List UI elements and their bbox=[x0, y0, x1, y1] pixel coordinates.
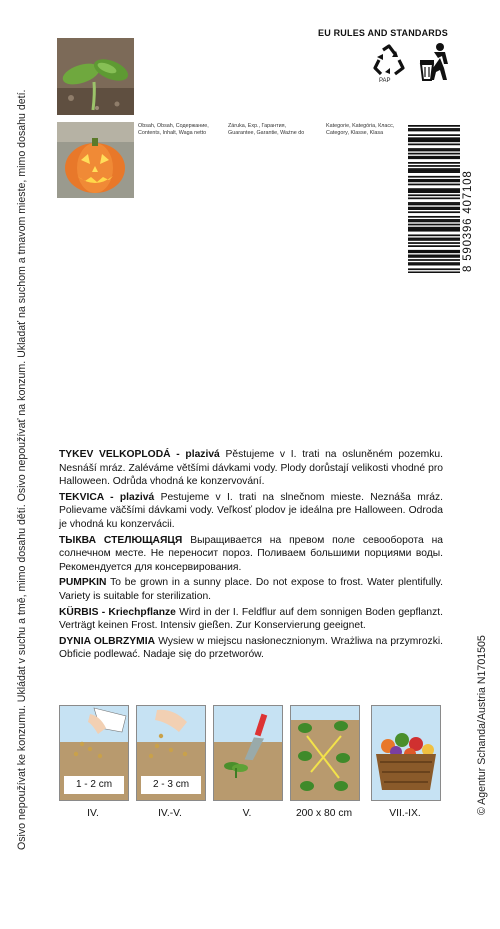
barcode-bar bbox=[408, 148, 460, 150]
barcode-bar bbox=[408, 194, 460, 196]
barcode-bar bbox=[408, 202, 460, 204]
guarantee-label: Záruka, Exp., Гарантия, Guarantee, Garantie, Ważne do bbox=[228, 123, 305, 136]
step-4-spacing: 200 x 80 cm bbox=[295, 808, 353, 819]
barcode-bar bbox=[408, 134, 460, 136]
barcode-bar bbox=[408, 251, 460, 253]
pumpkin-photo bbox=[57, 122, 134, 198]
barcode-bar bbox=[408, 230, 460, 232]
barcode-bar bbox=[408, 208, 460, 210]
barcode-bar bbox=[408, 190, 460, 192]
step-harvest bbox=[371, 705, 441, 801]
recycle-code: PAP bbox=[379, 78, 391, 84]
step-1-month: IV. bbox=[87, 808, 99, 819]
barcode-bar bbox=[408, 125, 460, 127]
step-planting bbox=[213, 705, 283, 801]
barcode-bar bbox=[408, 171, 460, 173]
barcode-bar bbox=[408, 181, 460, 183]
desc-paragraph-cz: TYKEV VELKOPLODÁ - plazivá Pěstujeme v I. trati na osluněném pozemku. Nesnáší mráz. Zaléváme většími dávkami vody. Plody dorůstají velikosti vhodné pro Halloween. Odrůda vhodná ke konzervování. bbox=[59, 449, 443, 488]
desc-paragraph-de: KÜRBIS - Kriechpflanze Wird in der I. Feldflur auf dem sonnigen Boden gepflanzt. Verträgt keinen Frost. Intensiv gießen. Zur Konservierung geeignet. bbox=[59, 606, 443, 632]
barcode-bar bbox=[408, 150, 460, 152]
step-5-month: VII.-IX. bbox=[389, 808, 421, 819]
eu-rules-title: EU RULES AND STANDARDS bbox=[318, 28, 448, 38]
barcode-bar bbox=[408, 227, 460, 229]
barcode-bar bbox=[408, 184, 460, 186]
barcode-bar bbox=[408, 262, 460, 264]
step-sowing-depth-1 bbox=[59, 705, 129, 801]
barcode-bar bbox=[408, 211, 460, 213]
desc-paragraph-ru: ТЫКВА СТЕЛЮЩАЯЦЯ Выращивается на превом поле севооборота на солнечном месте. Не переносит пороз. Поливаем большими порциями воды. Рекомендуется для консервирования. bbox=[59, 534, 443, 573]
barcode-bar bbox=[408, 256, 460, 258]
copyright-text: © Agentur Schanda/Austria N1701505 bbox=[476, 635, 488, 815]
barcode-bar bbox=[408, 130, 460, 132]
barcode-bar bbox=[408, 156, 460, 158]
barcode-bar bbox=[408, 228, 460, 230]
barcode-bar bbox=[408, 255, 460, 257]
barcode-bar bbox=[408, 264, 460, 266]
desc-paragraph-sk: TEKVICA - plazivá Pestujeme v I. trati na slnečnom mieste. Neznáša mráz. Polievame väčšími dávkami vody. Veľkosť plodov je ideálna pre Halloween. Odroda je vhodná ku konzervácii. bbox=[59, 491, 443, 530]
contents-label: Obsah, Obsah, Содержание, Contents, Inhalt, Waga netto bbox=[138, 123, 209, 136]
desc-paragraph-en: PUMPKIN To be grown in a sunny place. Do not expose to frost. Water plentifully. Variety is suitable for sterilization. bbox=[59, 577, 444, 602]
barcode-bar bbox=[408, 221, 460, 223]
barcode-bar bbox=[408, 168, 460, 170]
barcode-bar bbox=[408, 197, 460, 199]
barcode-bar bbox=[408, 216, 460, 218]
barcode-bar bbox=[408, 268, 460, 270]
barcode bbox=[408, 125, 460, 273]
barcode-bar bbox=[408, 165, 460, 167]
category-label: Kategorie, Kategória, Класс, Category, Klasse, Klasa bbox=[326, 123, 395, 136]
seedling-photo bbox=[57, 38, 134, 115]
barcode-bar bbox=[408, 137, 460, 139]
barcode-bar bbox=[408, 239, 460, 241]
barcode-bar bbox=[408, 144, 460, 146]
barcode-bar bbox=[408, 259, 460, 261]
step-sowing-depth-2 bbox=[136, 705, 206, 801]
sowing-depth-label: 1 - 2 cm bbox=[64, 776, 124, 794]
step-2-month: IV.-V. bbox=[158, 808, 182, 819]
barcode-bar bbox=[408, 207, 460, 209]
barcode-bar bbox=[408, 139, 460, 141]
step-spacing bbox=[290, 705, 360, 801]
barcode-bar bbox=[408, 242, 460, 244]
desc-paragraph-pl: DYNIA OLBRZYMIA Wysiew w miejscu nasłonecznionym. Wrażliwa na przymrozki. Obficie podlewać. Nadaje się do przetworów. bbox=[59, 635, 443, 661]
sowing-depth-label: 2 - 3 cm bbox=[141, 776, 201, 794]
waste-bin-icon bbox=[418, 42, 452, 84]
barcode-bar bbox=[408, 153, 460, 155]
barcode-bar bbox=[408, 170, 460, 172]
description-block bbox=[59, 448, 443, 664]
barcode-bar bbox=[408, 250, 460, 252]
barcode-bar bbox=[408, 245, 460, 247]
barcode-bar bbox=[408, 128, 460, 130]
barcode-bar bbox=[408, 271, 460, 273]
barcode-bar bbox=[408, 179, 460, 181]
barcode-bar bbox=[408, 188, 460, 190]
barcode-number: 8 590396 407108 bbox=[462, 170, 474, 272]
barcode-bar bbox=[408, 219, 460, 221]
step-3-month: V. bbox=[242, 808, 252, 819]
barcode-bar bbox=[408, 176, 460, 178]
storage-warning-text: Osivo nepoužívat ke konzumu. Ukládat v suchu a tmě, mimo dosahu dětí. Osivo nepoužívať na konzum. Ukladať na suchom a tmavom mieste, mimo dosahu detí. bbox=[16, 89, 28, 850]
barcode-bar bbox=[408, 224, 460, 226]
barcode-bar bbox=[408, 157, 460, 159]
barcode-bar bbox=[408, 162, 460, 164]
barcode-bar bbox=[408, 234, 460, 236]
barcode-bar bbox=[408, 140, 460, 142]
barcode-bar bbox=[408, 238, 460, 240]
recycle-icon bbox=[371, 44, 407, 84]
barcode-bar bbox=[408, 191, 460, 193]
barcode-bar bbox=[408, 204, 460, 206]
